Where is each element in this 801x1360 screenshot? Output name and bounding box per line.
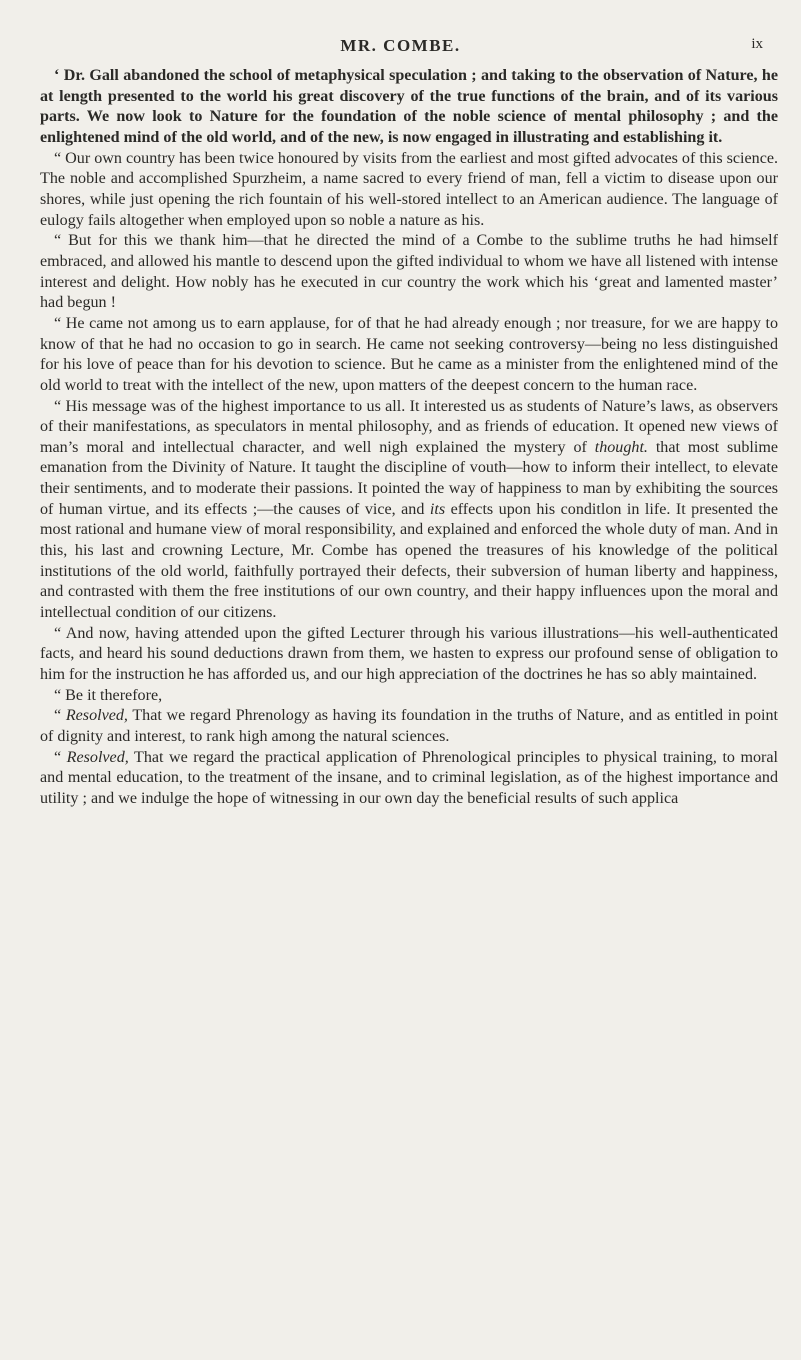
paragraph-resolved-2: “ Resolved, That we regard the practical application of Phrenological principles to physical training, to moral and mental education, to the treatment of the insane, and to criminal legislation, as of the highest importance and utility ; and we indulge the hope of witnessing in our own day the beneficial results of such applica <box>40 748 779 807</box>
paragraph-thank-him: “ But for this we thank him—that he directed the mind of a Combe to the sublime truths he had himself embraced, and allowed his mantle to descend upon the gifted individual to whom we have all listened with intense interest and delight. How nobly has he executed in cur country the work which his ‘great and lamented master’ had begun ! <box>40 232 778 312</box>
paragraph-gall: ‘ Dr. Gall abandoned the school of metaphysical speculation ; and taking to the observation of Nature, he at length presented to the world his great discovery of the true functions of the brain, and of its various parts. We now look to Nature for the foundation of the noble science of mental philosophy ; and the enlightened mind of the old world, and of the new, is now engaged in illustrating and establishing it. <box>40 67 778 146</box>
paragraph-own-country: “ Our own country has been twice honoured by visits from the earliest and most gifted advocates of this science. The noble and accomplished Spurzheim, a name sacred to every friend of man, fell a victim to disease upon our shores, while just opening the rich fountain of his well-stored intellect to an American audience. The language of eulogy fails altogether when employed upon so noble a nature as his. <box>40 149 779 229</box>
body-text <box>40 66 778 810</box>
paragraph-be-it-therefore: “ Be it therefore, <box>54 686 163 704</box>
paragraph-came-not: “ He came not among us to earn applause, for of that he had already enough ; nor treasure, for we are happy to know of that he had no occasion to go in search. He came not seeking controversy—being no less distinguished for his love of peace than for his devotion to science. But he came as a minister from the enlightened mind of the old world to treat with the intellect of the new, upon matters of the deepest concern to the human race. <box>40 314 778 394</box>
paragraph-his-message: “ His message was of the highest importance to us all. It interested us as students of Nature’s laws, as observers of their manifestations, as speculators in mental philosophy, and as friends of education. It opened new views of man’s moral and intellectual character, and well nigh explained the mystery of thought. that most sublime emanation from the Divinity of Nature. It taught the discipline of vouth—how to inform their intellect, to elevate their sentiments, and to moderate their passions. It pointed the way of happiness to man by exhibiting the sources of human virtue, and its effects ;—the causes of vice, and its effects upon his conditlon in life. It presented the most rational and humane view of moral responsibility, and explained and enforced the whole duty of man. And in this, his last and crowning Lecture, Mr. Combe has opened the treasures of his knowledge of the political institutions of the old world, faithfully portrayed their defects, their subversion of human liberty and happiness, and contrasted with them the free institutions of our own country, and their happy influences upon the moral and intellectual condition of our citizens. <box>40 397 778 622</box>
page-header <box>0 36 801 60</box>
paragraph-and-now: “ And now, having attended upon the gifted Lecturer through his various illustrations—his well-authenticated facts, and heard his sound deductions drawn from them, we hasten to express our profound sense of obligation to him for the instruction he has afforded us, and our high appreciation of the doctrines he has so ably maintained. <box>40 624 778 684</box>
running-title: MR. COMBE. <box>340 36 461 55</box>
paragraph-resolved-1: “ Resolved, That we regard Phrenology as having its foundation in the truths of Nature, and as entitled in point of dignity and interest, to rank high among the natural sciences. <box>40 707 779 745</box>
page-number: ix <box>751 36 763 52</box>
